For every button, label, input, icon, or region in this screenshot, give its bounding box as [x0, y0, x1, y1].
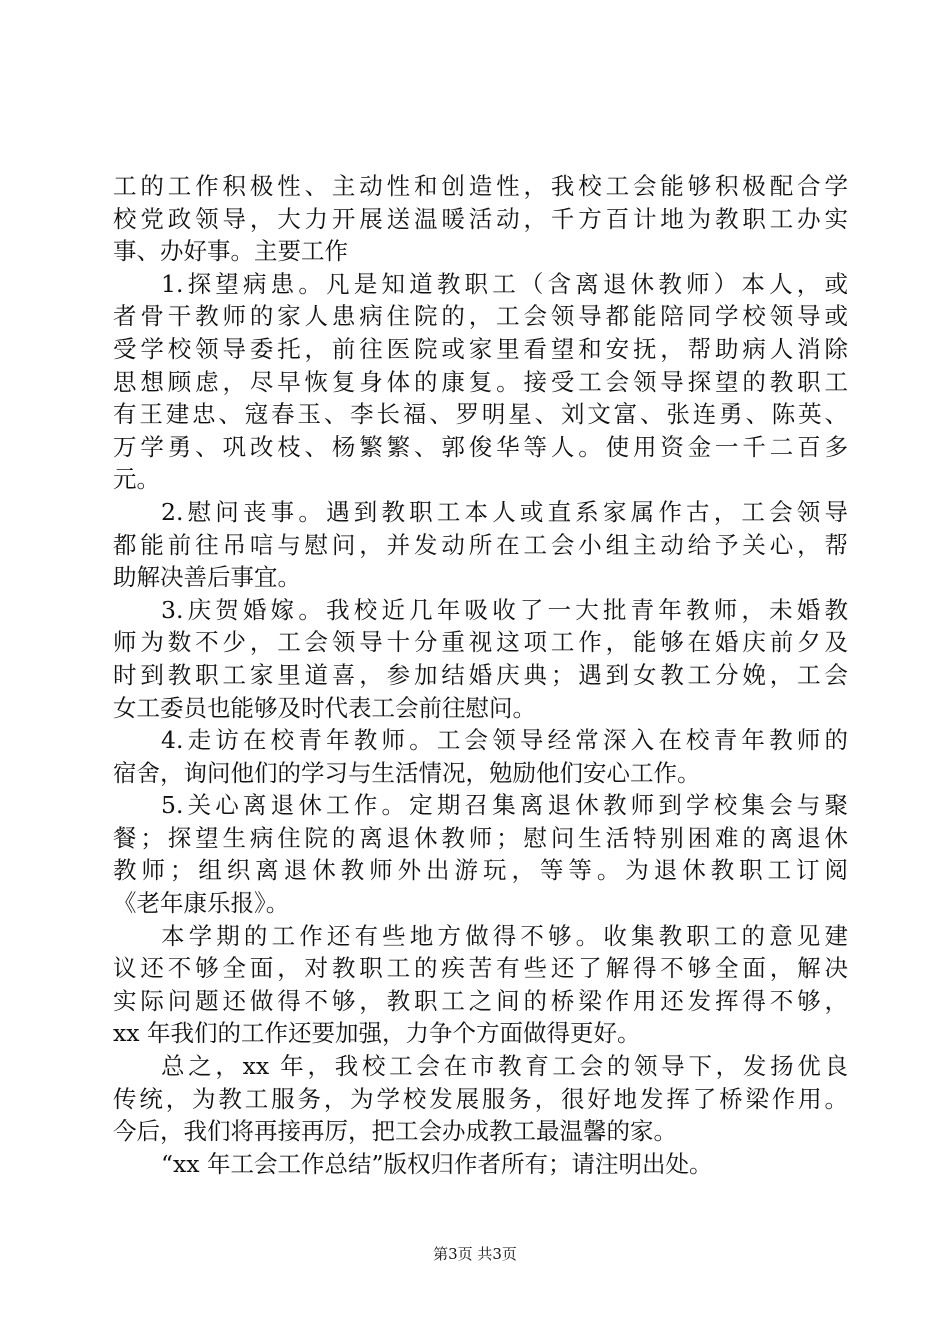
text-line: 元。	[113, 465, 160, 494]
text-line: xx 年我们的工作还要加强，力争个方面做得更好。	[113, 1019, 641, 1048]
paragraph-start-line: 本学期的工作还有些地方做得不够。收集教职工的意见建	[161, 921, 848, 950]
text-line: 者骨干教师的家人患病住院的，工会领导都能陪同学校领导或	[113, 302, 848, 331]
text-line: 都能前往吊唁与慰问，并发动所在工会小组主动给予关心，帮	[113, 530, 848, 559]
text-line: 实际问题还做得不够，教职工之间的桥梁作用还发挥得不够，	[113, 986, 848, 1015]
paragraph-start-line: 5.关心离退休工作。定期召集离退休教师到学校集会与聚	[161, 791, 848, 820]
text-line: 工的工作积极性、主动性和创造性，我校工会能够积极配合学	[113, 172, 848, 200]
text-line: 校党政领导，大力开展送温暖活动，千方百计地为教职工办实	[113, 204, 848, 233]
document-body	[113, 170, 848, 1180]
text-line: 助解决善后事宜。	[113, 563, 301, 592]
text-line: 教师；组织离退休教师外出游玩，等等。为退休教职工订阅	[113, 856, 848, 885]
text-line: 万学勇、巩改枝、杨繁繁、郭俊华等人。使用资金一千二百多	[113, 432, 848, 461]
page-number-footer: 第3页 共3页	[433, 1245, 517, 1263]
text-line: 今后，我们将再接再厉，把工会办成教工最温馨的家。	[113, 1117, 677, 1146]
paragraph-start-line: 1.探望病患。凡是知道教职工（含离退休教师）本人，或	[161, 269, 848, 298]
text-line: 宿舍，询问他们的学习与生活情况，勉励他们安心工作。	[113, 758, 701, 787]
text-line: 《老年康乐报》。	[113, 889, 290, 918]
text-line: 时到教职工家里道喜，参加结婚庆典；遇到女教工分娩，工会	[113, 660, 848, 689]
text-line: 议还不够全面，对教职工的疾苦有些还了解得不够全面，解决	[113, 954, 848, 983]
text-line: 师为数不少，工会领导十分重视这项工作，能够在婚庆前夕及	[113, 628, 848, 657]
paragraph-start-line: 4.走访在校青年教师。工会领导经常深入在校青年教师的	[161, 726, 848, 755]
text-line: 有王建忠、寇春玉、李长福、罗明星、刘文富、张连勇、陈英、	[113, 400, 848, 429]
text-line: 女工委员也能够及时代表工会前往慰问。	[113, 693, 536, 722]
text-line: 事、办好事。主要工作	[113, 237, 348, 266]
paragraph-start-line: 2.慰问丧事。遇到教职工本人或直系家属作古，工会领导	[161, 497, 848, 526]
paragraph-start-line: 3.庆贺婚嫁。我校近几年吸收了一大批青年教师，未婚教	[161, 595, 848, 624]
paragraph-start-line: 总之，xx 年，我校工会在市教育工会的领导下，发扬优良	[161, 1052, 848, 1081]
text-line: 受学校领导委托，前往医院或家里看望和安抚，帮助病人消除	[113, 334, 848, 363]
copyright-line: “xx 年工会工作总结”版权归作者所有；请注明出处。	[161, 1149, 713, 1178]
text-line: 餐；探望生病住院的离退休教师；慰问生活特别困难的离退休	[113, 823, 848, 852]
text-line: 传统，为教工服务，为学校发展服务，很好地发挥了桥梁作用。	[113, 1084, 848, 1113]
text-line: 思想顾虑，尽早恢复身体的康复。接受工会领导探望的教职工	[113, 367, 848, 396]
